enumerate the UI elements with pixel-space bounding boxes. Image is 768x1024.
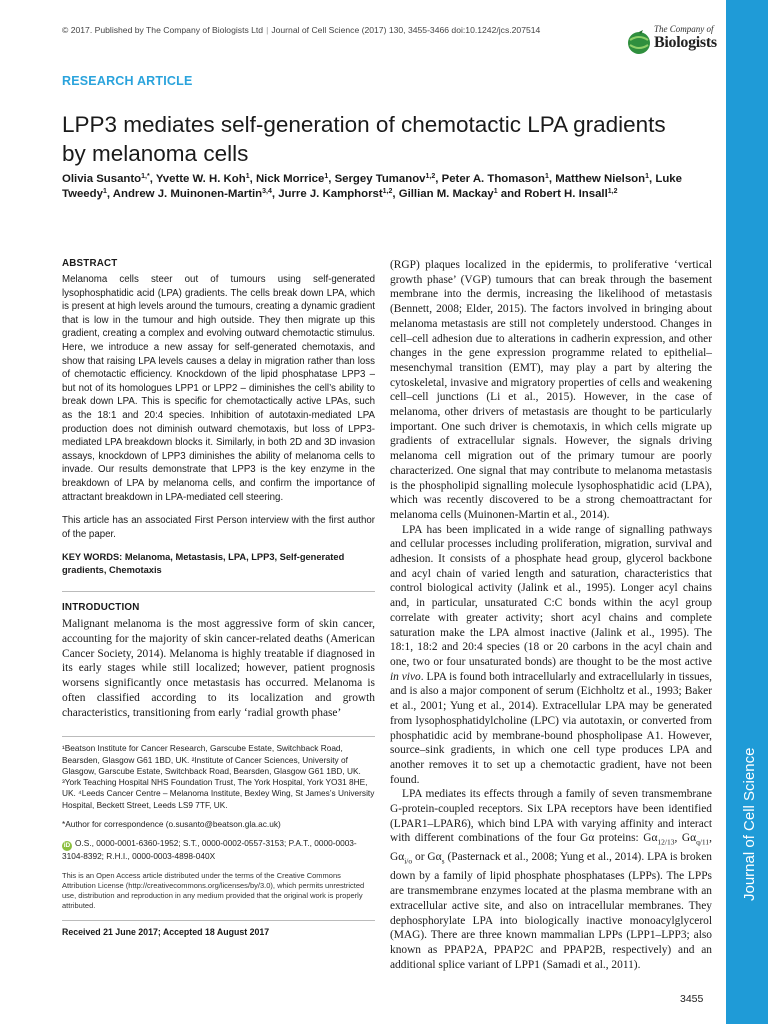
header-separator: | [266, 25, 269, 35]
author-affiliation-marker: 1,2 [607, 188, 618, 196]
author-name: Olivia Susanto [62, 173, 142, 185]
article-title: LPP3 mediates self-generation of chemotactic LPA gradients by melanoma cells [62, 112, 666, 166]
p3-part-b: , Gα [674, 832, 697, 845]
orcid-icon[interactable]: iD [63, 842, 71, 850]
p3-part-c: , Gα [390, 832, 712, 864]
journal-name-vertical [732, 696, 764, 906]
journal-sidebar [726, 0, 768, 1024]
first-person-note: This article has an associated First Person interview with the first author of the paper. [62, 515, 375, 540]
author-name: Gillian M. Mackay [398, 188, 494, 201]
received-dates: Received 21 June 2017; Accepted 18 August 2017 [62, 926, 270, 937]
author-name: Jurre J. Kamphorst [278, 188, 383, 201]
logo-line-2: Biologists [654, 34, 717, 51]
author-list: Olivia Susanto$^{1,*}$, Yvette W. H. Koh$^1$, Nick Morrice$^1$, Sergey Tumanov$^{1,2}$, Peter A. Thomason$^1$, Matthew Nielson$^1$, Luke Tweedy$^1$, Andrew J. Muinonen-Martin$^{3,4}$, Jurre J. Kamphorst$^{1,2}$, Gillian M. Mackay$^1$ and Robert H. Insall$^{1,2}$ [62, 173, 682, 201]
author-affiliation-marker: 1 [102, 188, 107, 196]
left-column [62, 258, 375, 937]
p2-italic: in vivo [390, 670, 421, 683]
author-name: Sergey Tumanov [334, 173, 426, 185]
right-column [390, 258, 712, 972]
author-affiliation-marker: 1 [645, 173, 650, 180]
author-affiliation-marker: 3,4 [262, 188, 272, 196]
orcid-text: O.S., 0000-0001-6360-1952; S.T., 0000-0002-0557-3153; P.A.T., 0000-0003-3104-8392; R.H.I., 0000-0003-4898-040X [62, 838, 357, 862]
footnote-divider [62, 736, 375, 737]
author-name: Yvette W. H. Koh [155, 173, 246, 185]
author-affiliation-marker: 1,* [141, 173, 150, 180]
abstract-heading: ABSTRACT [62, 258, 118, 269]
abstract-text: Melanoma cells steer out of tumours using self-generated lysophosphatidic acid (LPA) gradients. The cells break down LPA, which is present at high levels around the tumours, creating a dynamic gradient that is low in the tumour and high outside. They then migrate up this gradient, creating a complex and evolving outward chemotactic stimulus. Here, we introduce a new assay for self-generated chemotaxis, and show that raising LPA levels causes a delay in migration rather than loss of chemotactic efficiency. Knockdown of the lipid phosphatase LPP3 – but not of its homologues LPP1 or LPP2 – diminishes the cell’s ability to break down LPA. This is specific for chemotactically active LPAs, such as the 18:1 and 20:4 species. Inhibition of autotaxin-mediated LPA production does not diminish outward chemotaxis, but loss of LPP3-mediated LPA breakdown blocks it. Similarly, in both 2D and 3D invasion assays, knockdown of LPP3 diminishes the ability of melanoma cells to invade. Our results demonstrate that LPP3 is the key enzyme in the breakdown of LPA by melanoma cells, and confirm the importance of attractant breakdown in LPA-mediated cell steering. [62, 274, 375, 503]
body-paragraph-3 [390, 787, 712, 972]
author-name: Luke Tweedy [62, 173, 682, 201]
running-header [62, 25, 540, 35]
journal-reference: Journal of Cell Science (2017) 130, 3455-3466 doi:10.1242/jcs.207514 [271, 25, 541, 35]
p3-part-a: LPA mediates its effects through a family of seven transmembrane G-protein-coupled receptors. Six LPA receptors have been identified (LPAR1–LPAR6), which bind LPA with varying affinity and interact with different combinations of the four Gα proteins: Gα [390, 788, 712, 845]
author-affiliation-marker: 1 [324, 173, 329, 180]
author-name: Robert H. Insall [524, 188, 608, 201]
logo-line-1: The Company of [654, 24, 714, 34]
journal-name-text: Journal of Cell Science [741, 747, 758, 901]
introduction-heading: INTRODUCTION [62, 602, 140, 614]
author-affiliation-marker: 1,2 [425, 173, 436, 180]
author-name: Nick Morrice [255, 173, 325, 185]
publisher-logo [625, 22, 717, 58]
section-divider [62, 591, 375, 592]
p3-sub-4: s [441, 856, 445, 866]
copyright-text: © 2017. Published by The Company of Biologists Ltd [62, 25, 264, 35]
received-divider [62, 920, 375, 921]
body-paragraph-2 [390, 523, 712, 788]
correspondence: *Author for correspondence (o.susanto@beatson.gla.ac.uk) [62, 818, 281, 829]
p2-part-a: LPA has been implicated in a wide range of signalling pathways and cellular processes including proliferation, migration, survival and adhesion. It consists of a phosphate head group, glycerol backbone and acyl chain of varied length and saturation, characteristics that control biological activity (Jalink et al., 1995). Longer acyl chains and, in particular, unsaturated C:C bonds within the acyl group correlate with greater activity; short acyl chains and complete saturation make the LPA almost inactive (Jalink et al., 1995). The 18:1, 18:2 and 20:4 species (18 or 20 carbons in the acyl chain and one, two or four unsaturated bonds) are thought to be the most active [390, 523, 712, 668]
orcid-list [62, 838, 375, 862]
p3-sub-2: q/11 [696, 837, 710, 847]
page-number: 3455 [680, 993, 704, 1005]
p3-part-d: or Gα [412, 851, 442, 864]
author-affiliation-marker: 1,2 [382, 188, 393, 196]
globe-bird-icon [625, 28, 653, 56]
p2-part-b: . LPA is found both intracellularly and extracellularly in tissues, and is also a major component of serum (Eichholtz et al., 1993; Baker et al., 2001; Yung et al., 2014). Extracellular LPA may be generated from lysophosphatidylcholine (LPC) via autotaxin, or converted from phosphatidic acid by membrane-bound phospholipase A1. However, source–sink gradients, in which one cell type produces LPA and another removes it to set up a chemotactic gradient, have not been found. [390, 670, 712, 786]
author-name: Peter A. Thomason [441, 173, 545, 185]
body-paragraph-1: (RGP) plaques localized in the epidermis, to proliferative ‘vertical growth phase’ (VGP) tumours that can break through the basement membrane into the dermis, increasing the likelihood of metastasis (Bennett, 2008; Elder, 2015). The factors involved in bringing about melanoma metastasis are still not completely understood. Changes in cell–cell adhesion due to alterations in cadherin expression, and other changes in the gene expression programme related to epithelial–mesenchymal transition (EMT), may play a part by altering the cytoskeletal, invasive and migratory properties of cells and weakening cell–cell junctions (Li et al., 2015). However, in the case of melanoma, other drivers of metastasis are thought to be particularly important. One such driver is chemotaxis, in which cells migrate up gradients of extracellular signals. However, the signals driving melanoma cell migration out of the primary tumour are poorly characterized. One signal that may contribute to melanoma metastasis is the phospholipid signalling molecule lysophosphatidic acid (LPA), which was recently discovered to be a strong chemoattractant for melanoma cells (Muinonen-Martin et al., 2014). [390, 259, 712, 521]
p3-sub-3: i/o [404, 856, 413, 866]
p3-sub-1: 12/13 [657, 837, 675, 847]
keywords: KEY WORDS: Melanoma, Metastasis, LPA, LPP3, Self-generated gradients, Chemotaxis [62, 552, 345, 576]
affiliations: ¹Beatson Institute for Cancer Research, Garscube Estate, Switchback Road, Bearsden, Glasgow G61 1BD, UK. ²Institute of Cancer Sciences, University of Glasgow, Garscube Estate, Switchback Road, Bearsden, Glasgow G61 1BD, UK. ³York Teaching Hospital NHS Foundation Trust, The York Hospital, York YO31 8HE, UK. ⁴Leeds Cancer Centre – Melanoma Institute, Bexley Wing, St James’s University Hospital, Beckett Street, Leeds LS9 7TF, UK. [62, 743, 375, 810]
introduction-text: Malignant melanoma is the most aggressive form of skin cancer, accounting for the majority of skin cancer-related deaths (American Cancer Society, 2014). Melanoma is highly treatable if diagnosed in its early stages while still localized; however, patient prognosis worsens significantly once metastasis has occurred. Melanoma is often classified according to its localization and growth characteristics, transitioning from early ‘radial growth phase’ [62, 618, 375, 719]
author-affiliation-marker: 1 [493, 188, 498, 196]
p3-part-e: (Pasternack et al., 2008; Yung et al., 2014). LPA is broken down by a family of lipid phosphate phosphatases (LPPs). The LPPs are transmembrane enzymes located at the plasma membrane with an extracellular active site, and also on intracellular membranes. They dephosphorylate LPA into biologically inactive monoacylglycerol (MAG). There are three known mammalian LPPs (LPP1–LPP3; also known as PPAP2A, PPAP2C and PPAP2B, respectively) and an additional splice variant of LPP1 (Samadi et al., 2011). [390, 851, 712, 971]
author-affiliation-marker: 1 [544, 173, 549, 180]
author-name: Andrew J. Muinonen-Martin [112, 188, 263, 201]
author-name: Matthew Nielson [555, 173, 646, 185]
author-affiliation-marker: 1 [245, 173, 250, 180]
license-text: This is an Open Access article distributed under the terms of the Creative Commons Attribution License (http://creativecommons.org/licenses/by/3.0), which permits unrestricted use, distribution and reproduction in any medium provided that the original work is properly attributed. [62, 870, 365, 911]
article-type: RESEARCH ARTICLE [62, 74, 193, 88]
